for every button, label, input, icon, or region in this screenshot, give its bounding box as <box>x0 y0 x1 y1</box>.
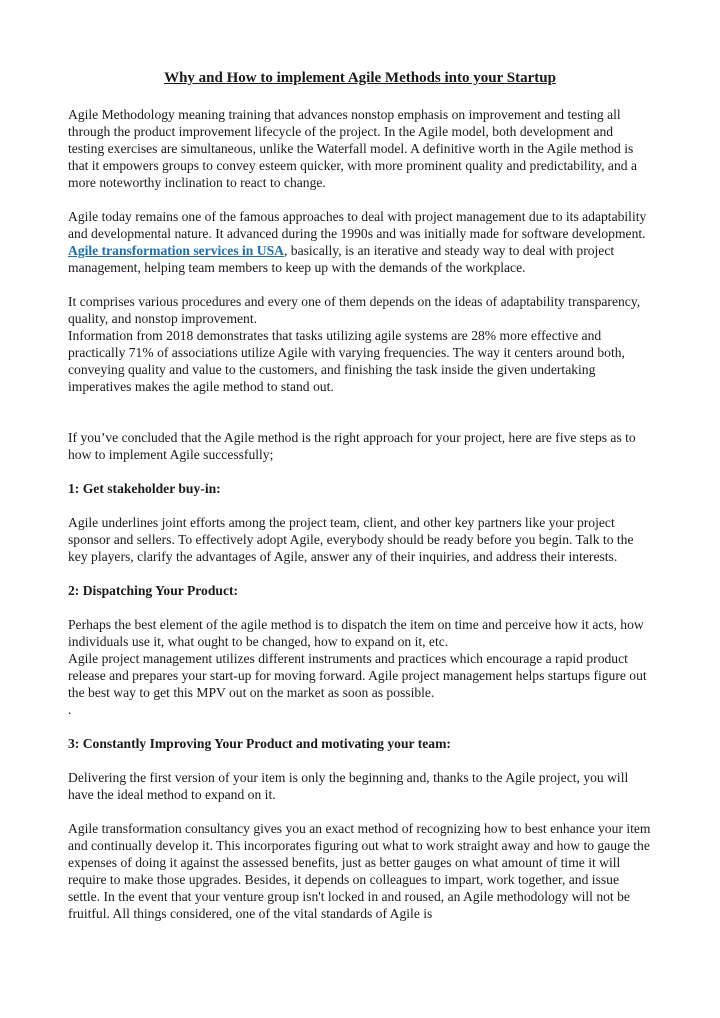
paragraph-stakeholder-buy-in: Agile underlines joint efforts among the project team, client, and other key partners like your project sponsor and sellers. To effectively adopt Agile, everybody should be ready before you begin. Talk to the key players, clarify the advantages of Agile, answer any of their inquiries, and address their interests. <box>68 515 634 564</box>
paragraph-dispatching-product: Perhaps the best element of the agile method is to dispatch the item on time and perceive how it acts, how individuals use it, what ought to be changed, how to expand on it, etc. <box>68 617 644 649</box>
stray-dot: . <box>68 702 72 717</box>
paragraph-agile-project-management: Agile project management utilizes different instruments and practices which encourage a rapid product release and prepares your start-up for moving forward. Agile project management helps startups figure out the best way to get this MPV out on the market as soon as possible. <box>68 651 647 700</box>
heading-step-3: 3: Constantly Improving Your Product and motivating your team: <box>68 736 451 751</box>
paragraph-agile-today <box>68 208 652 276</box>
paragraph-agile-today-text-end: , basically, is an iterative and steady way to deal with project management, helping team members to keep up with the demands of the workplace. <box>68 243 615 275</box>
paragraph-information-2018: Information from 2018 demonstrates that tasks utilizing agile systems are 28% more effective and practically 71% of associations utilize Agile with varying frequencies. The way it centers around both, conveying quality and value to the customers, and finishing the task inside the given undertaking imperatives makes the agile method to stand out. <box>68 328 625 394</box>
heading-step-2: 2: Dispatching Your Product: <box>68 583 239 598</box>
document-title: Why and How to implement Agile Methods into your Startup <box>164 70 556 86</box>
paragraph-agile-today-text-start: Agile today remains one of the famous approaches to deal with project management due to its adaptability and developmental nature. It advanced during the 1990s and was initially made for software development. <box>68 209 647 241</box>
document-body <box>68 106 652 922</box>
paragraph-agile-methodology: Agile Methodology meaning training that advances nonstop emphasis on improvement and testing all through the product improvement lifecycle of the project. In the Agile model, both development and testing exercises are simultaneous, unlike the Waterfall model. A definitive worth in the Agile method is that it empowers groups to convey esteem quicker, with more prominent quality and predictability, and a more noteworthy inclination to react to change. <box>68 107 637 190</box>
agile-transformation-link[interactable]: Agile transformation services in USA <box>68 243 284 258</box>
paragraph-transformation-consultancy: Agile transformation consultancy gives you an exact method of recognizing how to best enhance your item and continually develop it. This incorporates figuring out what to work straight away and how to gauge the expenses of doing it against the assessed benefits, just as better gauges on what amount of time it will require to make those upgrades. Besides, it depends on colleagues to impart, work together, and issue settle. In the event that your venture group isn't locked in and roused, an Agile methodology will not be fruitful. All things considered, one of the vital standards of Agile is <box>68 821 651 921</box>
paragraph-procedures: It comprises various procedures and every one of them depends on the ideas of adaptability transparency, quality, and nonstop improvement. <box>68 294 641 326</box>
heading-step-1: 1: Get stakeholder buy-in: <box>68 481 221 496</box>
paragraph-first-version: Delivering the first version of your item is only the beginning and, thanks to the Agile project, you will have the ideal method to expand on it. <box>68 770 629 802</box>
paragraph-five-steps-intro: If you’ve concluded that the Agile method is the right approach for your project, here are five steps as to how to implement Agile successfully; <box>68 430 636 462</box>
